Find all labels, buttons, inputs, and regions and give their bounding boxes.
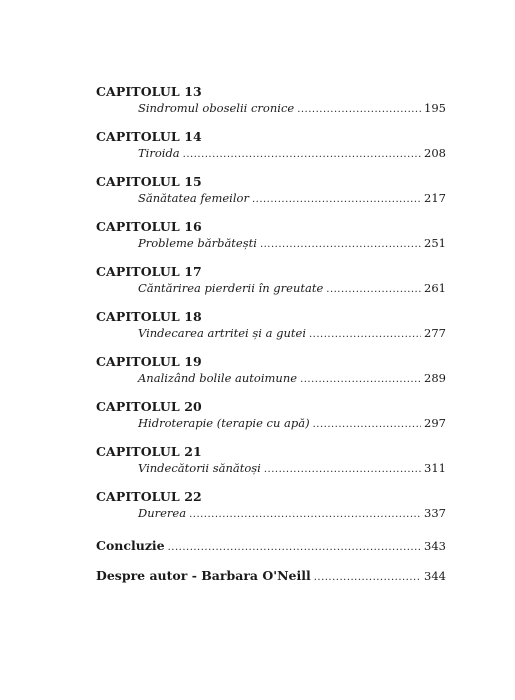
dot-leader bbox=[264, 462, 421, 478]
page-number: 261 bbox=[424, 281, 446, 295]
dot-leader bbox=[297, 102, 421, 118]
chapter-title: Hidroterapie (terapie cu apă) bbox=[138, 416, 310, 430]
toc-entry bbox=[138, 370, 446, 386]
page-number: 289 bbox=[424, 371, 446, 385]
dot-leader bbox=[168, 540, 421, 556]
chapter-title: Probleme bărbătești bbox=[138, 236, 257, 250]
page-number: 217 bbox=[424, 191, 446, 205]
chapter-heading: CAPITOLUL 13 bbox=[96, 84, 202, 99]
toc-entry bbox=[138, 460, 446, 476]
table-of-contents bbox=[96, 84, 446, 598]
extra-title: Concluzie bbox=[96, 538, 165, 553]
toc-chapter bbox=[96, 129, 446, 174]
toc-entry bbox=[138, 190, 446, 206]
toc-entry bbox=[138, 415, 446, 431]
page-number: 343 bbox=[424, 539, 446, 553]
chapter-heading: CAPITOLUL 15 bbox=[96, 174, 202, 189]
toc-entry bbox=[138, 145, 446, 161]
dot-leader bbox=[183, 147, 421, 163]
page-number: 277 bbox=[424, 326, 446, 340]
toc-extra-entry bbox=[96, 538, 446, 554]
toc-chapter bbox=[96, 174, 446, 219]
toc-entry bbox=[138, 280, 446, 296]
toc-chapter bbox=[96, 309, 446, 354]
page-number: 297 bbox=[424, 416, 446, 430]
page-number: 344 bbox=[424, 569, 446, 583]
dot-leader bbox=[300, 372, 421, 388]
chapter-title: Durerea bbox=[138, 506, 187, 520]
page-number: 337 bbox=[424, 506, 446, 520]
toc-entry bbox=[138, 100, 446, 116]
toc-extra-entry bbox=[96, 568, 446, 584]
dot-leader bbox=[314, 570, 421, 586]
extra-title: Despre autor - Barbara O'Neill bbox=[96, 568, 311, 583]
toc-chapter bbox=[96, 354, 446, 399]
chapter-heading: CAPITOLUL 21 bbox=[96, 444, 202, 459]
chapter-heading: CAPITOLUL 16 bbox=[96, 219, 202, 234]
dot-leader bbox=[260, 237, 421, 253]
dot-leader bbox=[313, 417, 421, 433]
toc-chapter bbox=[96, 444, 446, 489]
page-number: 208 bbox=[424, 146, 446, 160]
chapter-title: Tiroida bbox=[138, 146, 180, 160]
toc-entry bbox=[138, 235, 446, 251]
chapter-title: Sănătatea femeilor bbox=[138, 191, 249, 205]
toc-chapter bbox=[96, 264, 446, 309]
page-number: 195 bbox=[424, 101, 446, 115]
toc-chapter bbox=[96, 399, 446, 444]
chapter-heading: CAPITOLUL 22 bbox=[96, 489, 202, 504]
toc-entry bbox=[138, 325, 446, 341]
chapter-heading: CAPITOLUL 14 bbox=[96, 129, 202, 144]
toc-chapter bbox=[96, 84, 446, 129]
chapter-title: Sindromul oboselii cronice bbox=[138, 101, 295, 115]
page-number: 251 bbox=[424, 236, 446, 250]
dot-leader bbox=[309, 327, 421, 343]
chapter-heading: CAPITOLUL 19 bbox=[96, 354, 202, 369]
dot-leader bbox=[252, 192, 421, 208]
chapter-heading: CAPITOLUL 20 bbox=[96, 399, 202, 414]
chapter-title: Vindecarea artritei și a gutei bbox=[138, 326, 306, 340]
toc-chapter bbox=[96, 489, 446, 534]
chapter-title: Vindecătorii sănătoși bbox=[138, 461, 261, 475]
toc-chapter bbox=[96, 219, 446, 264]
chapter-title: Analizând bolile autoimune bbox=[138, 371, 298, 385]
chapter-title: Căntărirea pierderii în greutate bbox=[138, 281, 324, 295]
toc-entry bbox=[138, 505, 446, 521]
chapter-heading: CAPITOLUL 17 bbox=[96, 264, 202, 279]
dot-leader bbox=[189, 507, 421, 523]
dot-leader bbox=[326, 282, 421, 298]
chapter-heading: CAPITOLUL 18 bbox=[96, 309, 202, 324]
page-number: 311 bbox=[424, 461, 446, 475]
